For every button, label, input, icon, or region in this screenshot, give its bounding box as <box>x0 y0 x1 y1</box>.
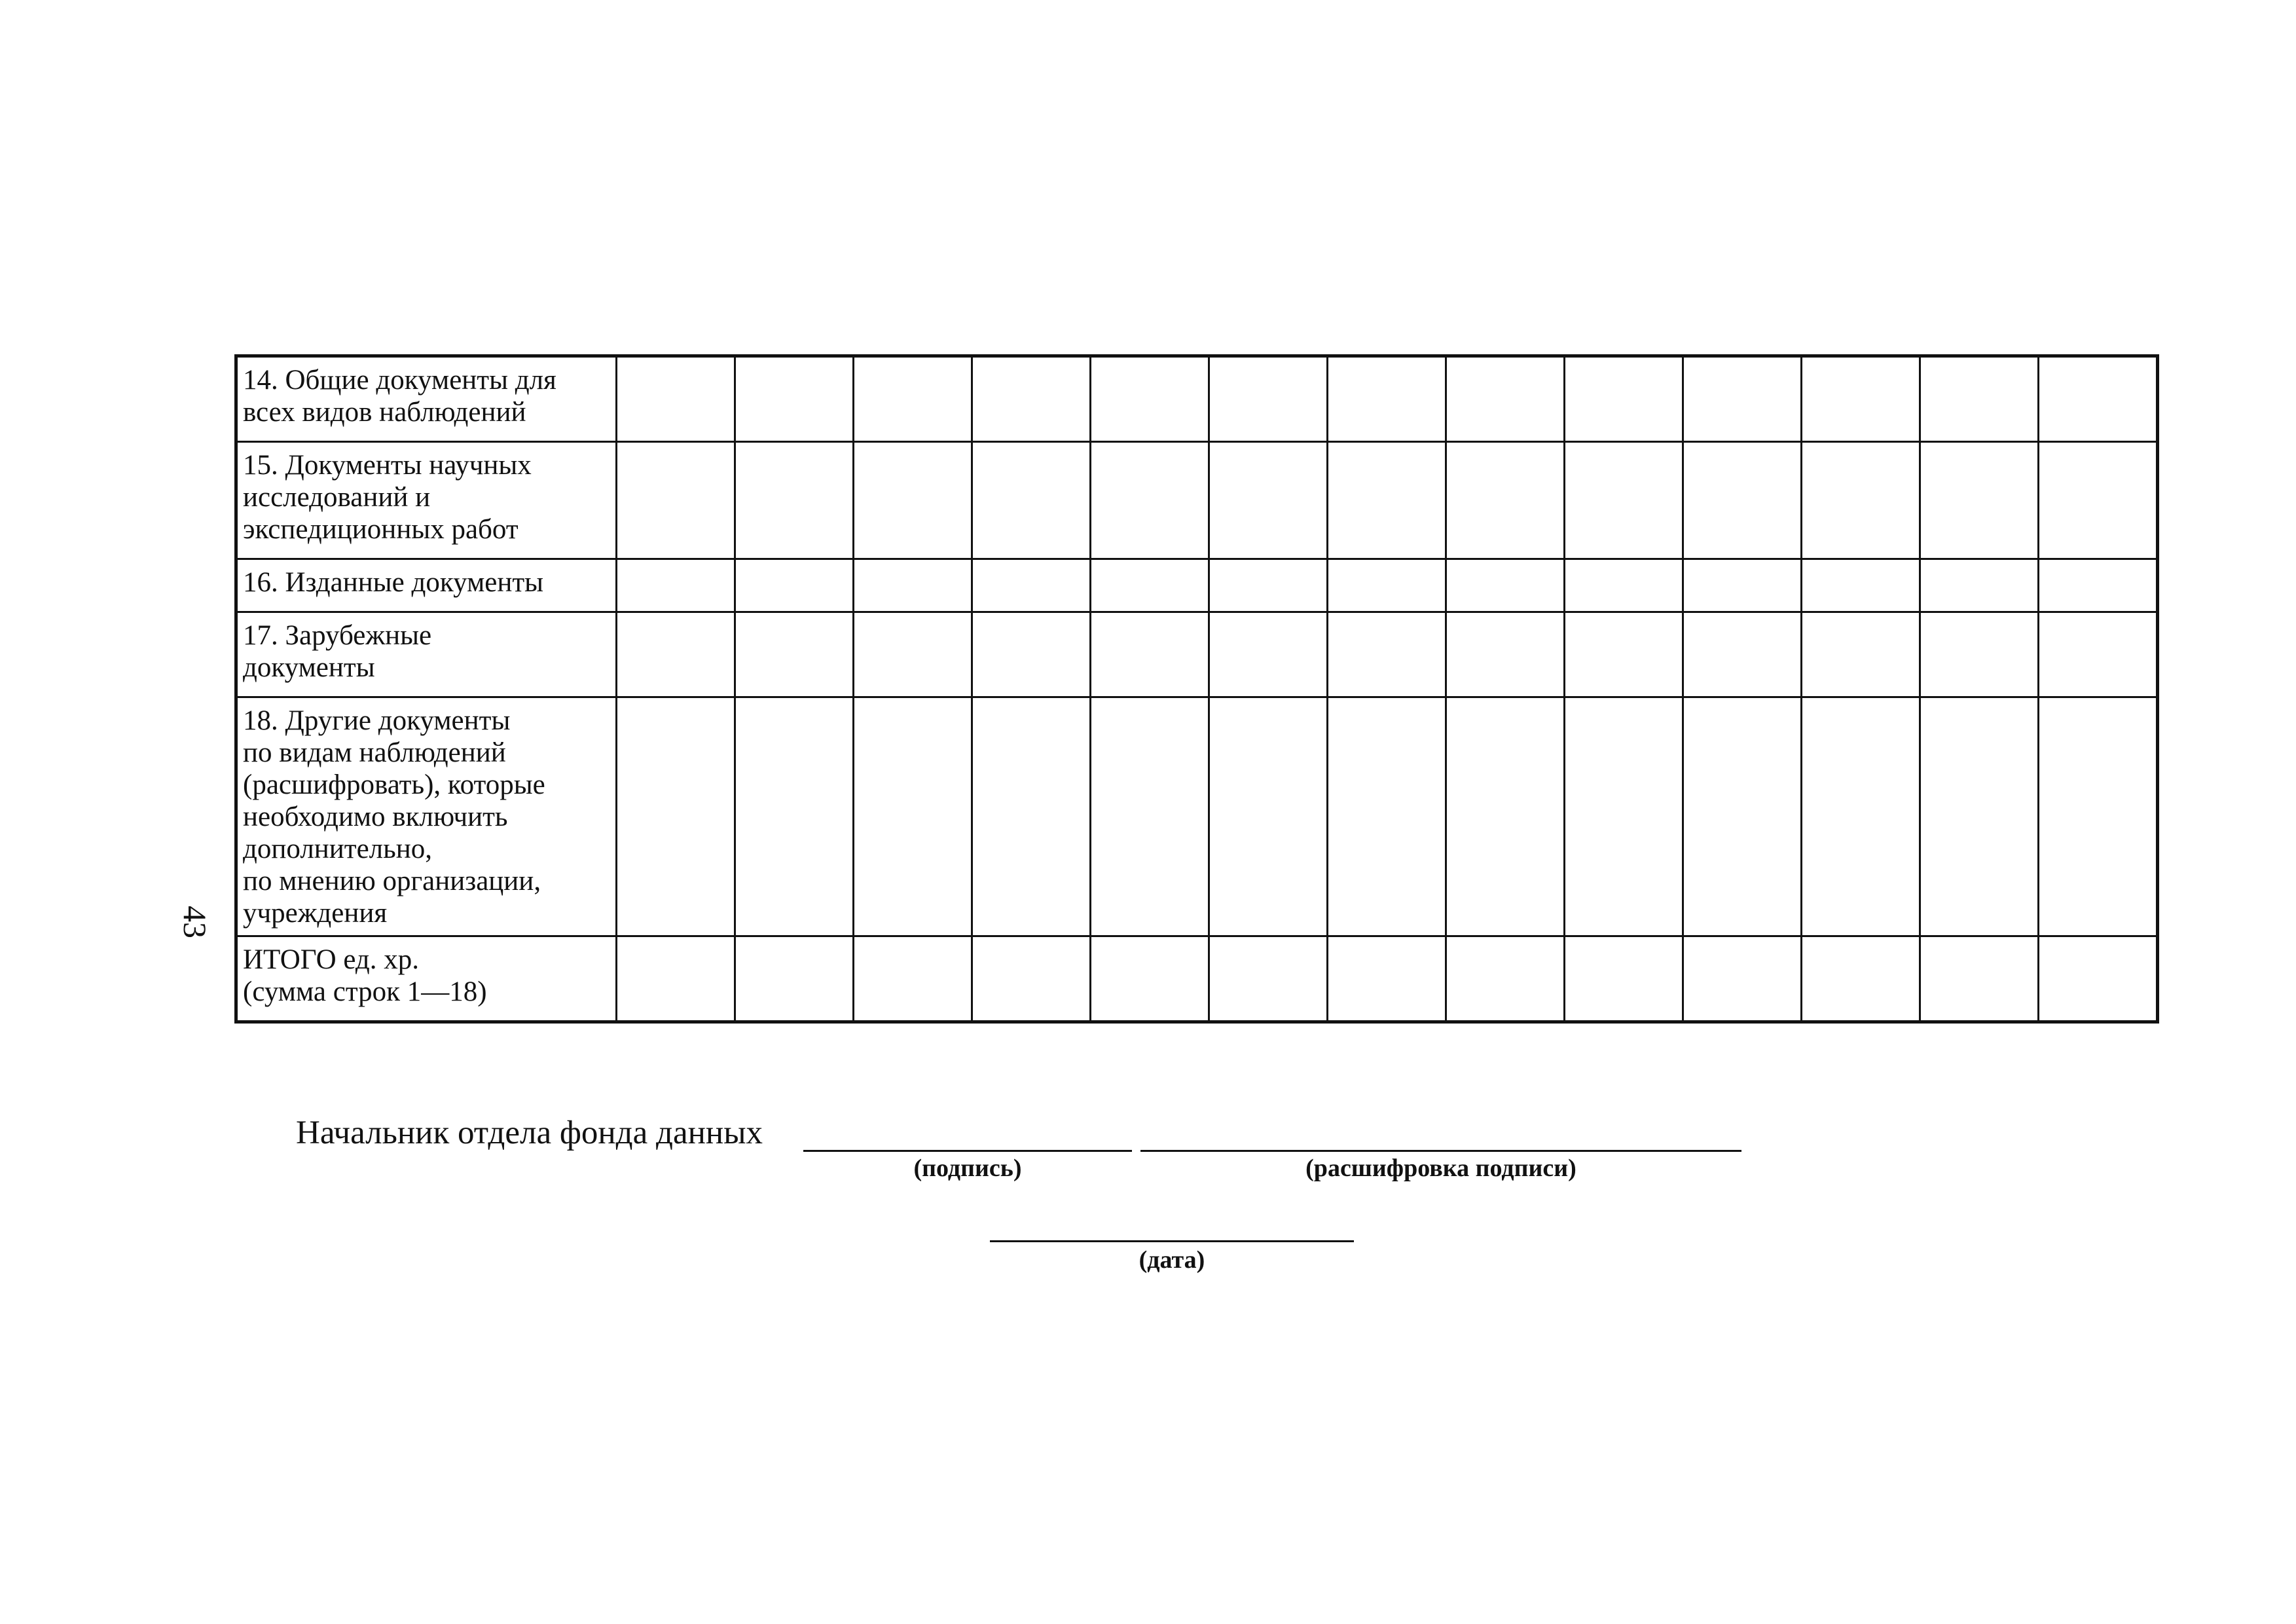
data-cell <box>1209 356 1328 442</box>
data-cell <box>1683 356 1802 442</box>
data-cell <box>1683 559 1802 612</box>
data-cell <box>2039 936 2158 1022</box>
data-cell <box>1446 559 1565 612</box>
data-cell <box>1209 936 1328 1022</box>
data-cell <box>1683 697 1802 936</box>
data-cell <box>1446 356 1565 442</box>
data-cell <box>1446 936 1565 1022</box>
data-cell <box>2039 559 2158 612</box>
data-cell <box>735 442 854 559</box>
data-cell <box>1683 442 1802 559</box>
data-cell <box>2039 356 2158 442</box>
data-cell <box>1802 936 1920 1022</box>
date-line <box>990 1240 1354 1242</box>
data-cell <box>1091 559 1209 612</box>
data-cell <box>1209 559 1328 612</box>
data-cell <box>972 356 1091 442</box>
data-cell <box>735 936 854 1022</box>
signature-block <box>296 1113 1802 1310</box>
data-cell <box>972 559 1091 612</box>
data-cell <box>1920 356 2039 442</box>
data-cell <box>1802 442 1920 559</box>
data-cell <box>617 356 735 442</box>
data-cell <box>1091 697 1209 936</box>
document-inventory-table <box>234 354 2159 1024</box>
data-cell <box>1091 612 1209 697</box>
data-cell <box>2039 697 2158 936</box>
table-row-16 <box>236 559 2158 612</box>
data-cell <box>2039 612 2158 697</box>
data-cell <box>1683 612 1802 697</box>
table-row-total <box>236 936 2158 1022</box>
data-cell <box>1328 356 1446 442</box>
data-cell <box>1565 559 1683 612</box>
signature-line <box>803 1150 1132 1152</box>
data-cell <box>1446 612 1565 697</box>
data-cell <box>617 559 735 612</box>
row-label-total: ИТОГО ед. хр. (сумма строк 1—18) <box>236 936 617 1022</box>
data-cell <box>1091 936 1209 1022</box>
data-cell <box>1565 697 1683 936</box>
data-cell <box>1446 697 1565 936</box>
data-cell <box>617 442 735 559</box>
data-cell <box>1920 697 2039 936</box>
row-label-14: 14. Общие документы для всех видов наблюдений <box>236 356 617 442</box>
data-cell <box>1091 442 1209 559</box>
data-cell <box>1446 442 1565 559</box>
data-cell <box>617 936 735 1022</box>
data-cell <box>1920 442 2039 559</box>
data-cell <box>735 559 854 612</box>
data-cell <box>1802 612 1920 697</box>
table-row-17 <box>236 612 2158 697</box>
data-cell <box>972 936 1091 1022</box>
data-cell <box>854 356 972 442</box>
data-cell <box>735 356 854 442</box>
signature-title: Начальник отдела фонда данных <box>296 1115 763 1151</box>
data-cell <box>854 612 972 697</box>
data-cell <box>1565 936 1683 1022</box>
data-cell <box>1565 612 1683 697</box>
data-cell <box>1802 559 1920 612</box>
data-cell <box>1328 559 1446 612</box>
table-row-18 <box>236 697 2158 936</box>
table-row-15 <box>236 442 2158 559</box>
data-cell <box>854 442 972 559</box>
data-cell <box>1328 936 1446 1022</box>
data-cell <box>1209 442 1328 559</box>
data-cell <box>972 612 1091 697</box>
data-cell <box>1565 442 1683 559</box>
data-cell <box>1209 612 1328 697</box>
data-cell <box>1920 559 2039 612</box>
data-cell <box>1565 356 1683 442</box>
date-caption: (дата) <box>1139 1246 1205 1274</box>
row-label-17: 17. Зарубежные документы <box>236 612 617 697</box>
data-cell <box>1802 697 1920 936</box>
row-label-15: 15. Документы научных исследований и экспедиционных работ <box>236 442 617 559</box>
data-cell <box>1328 442 1446 559</box>
signature-caption: (подпись) <box>913 1154 1022 1182</box>
data-cell <box>1209 697 1328 936</box>
row-label-16: 16. Изданные документы <box>236 559 617 612</box>
data-cell <box>972 442 1091 559</box>
data-cell <box>1328 612 1446 697</box>
data-cell <box>1328 697 1446 936</box>
data-cell <box>1802 356 1920 442</box>
data-cell <box>972 697 1091 936</box>
data-cell <box>735 612 854 697</box>
data-cell <box>1920 612 2039 697</box>
data-cell <box>854 936 972 1022</box>
signature-decoding-caption: (расшифровка подписи) <box>1305 1154 1576 1182</box>
data-cell <box>2039 442 2158 559</box>
data-cell <box>854 559 972 612</box>
data-cell <box>1683 936 1802 1022</box>
table-row-14 <box>236 356 2158 442</box>
signature-decoding-line <box>1140 1150 1741 1152</box>
data-cell <box>1920 936 2039 1022</box>
row-label-18: 18. Другие документы по видам наблюдений (расшифровать), которые необходимо включить дополнительно, по мнению организации, учреждения <box>236 697 617 936</box>
data-cell <box>854 697 972 936</box>
data-cell <box>735 697 854 936</box>
page-number: 43 <box>177 906 213 938</box>
data-cell <box>617 697 735 936</box>
data-cell <box>1091 356 1209 442</box>
data-cell <box>617 612 735 697</box>
